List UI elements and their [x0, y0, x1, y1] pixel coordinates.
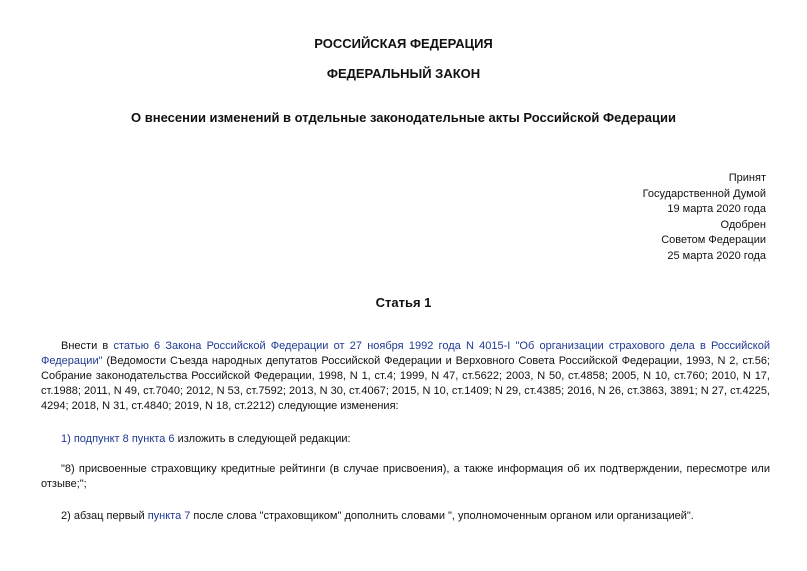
law-4015-link[interactable]: Закона Российской Федерации от 27 ноября 1992 года N 4015-I "Об организации страхового дела в Российской Федерации" [41, 340, 771, 367]
article-paragraph-1 [41, 339, 770, 414]
adoption-block [643, 171, 766, 264]
adoption-line: Одобрен [720, 218, 766, 231]
article-heading: Статья 1 [375, 295, 432, 310]
subpoint-8-link[interactable]: подпункт 8 пункта 6 [73, 433, 175, 445]
article-paragraph-3 [41, 462, 770, 492]
law-title: О внесении изменений в отдельные законодательные акты Российской Федерации [131, 110, 676, 125]
point-7-link[interactable]: пункта 7 [147, 510, 191, 522]
paragraph-text: 2) абзац первый [61, 510, 148, 522]
adoption-line: 19 марта 2020 года [667, 203, 766, 215]
item-1-number: 1) [61, 433, 74, 445]
article-paragraph-2 [41, 432, 770, 447]
law-type-heading: ФЕДЕРАЛЬНЫЙ ЗАКОН [326, 66, 481, 81]
country-heading: РОССИЙСКАЯ ФЕДЕРАЦИЯ [314, 36, 493, 51]
adoption-line: 25 марта 2020 года [667, 249, 766, 262]
article-paragraph-4 [41, 509, 770, 524]
adoption-line: Принят [728, 172, 766, 184]
paragraph-text: (Ведомости Съезда народных депутатов Российской Федерации и Верховного Совета Российской Федерации, 1993, N 2, ст.56; Собрание законодательства Российской Федерации, 1998, N 1, ст.4; 1999, N 47, ст.5622; 2003, N 50, ст.4858; 2005, N 10, ст.760; 2010, N 17, ст.1988; 2011, N 49, ст.7040; 2012, N 53, ст.7592; 2013, N 30, ст.4067; 2015, N 10, ст.1409; N 29, ст.4385; 2016, N 26, ст.3863, 3891; N 27, ст.4225, 4294; 2018, N 31, ст.4840; 2019, N 18, ст.2212) следующие изменения: [41, 355, 770, 412]
adoption-line: Государственной Думой [642, 187, 766, 200]
article-6-link[interactable]: статью 6 [113, 340, 161, 352]
adoption-line: Советом Федерации [661, 234, 766, 246]
paragraph-text: "8) присвоенные страховщику кредитные рейтинги (в случае присвоения), а также информация об их подтверждении, пересмотре или отзыве;"; [41, 463, 770, 490]
paragraph-text: изложить в следующей редакции: [174, 433, 351, 445]
paragraph-text: после слова "страховщиком" дополнить словами ", уполномоченным органом или организацией". [190, 510, 694, 522]
paragraph-text: Внести в [61, 340, 114, 352]
